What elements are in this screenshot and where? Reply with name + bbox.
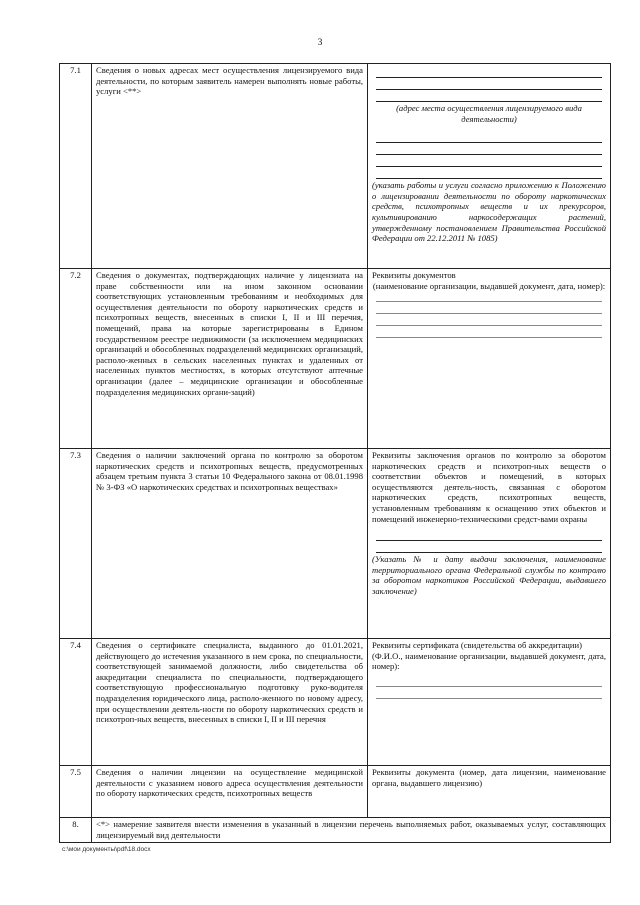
value-text: Реквизиты заключения органов по контролю за оборотом наркотических средств и психотроп-ных веществ о соответствии объектов и помещений, в которых осуществляются деятель-ность, связанная с оборотом наркотических средств, психотропных веществ, установленным требованиям к оснащению этих объектов и помещений инженерно-техническими средст-вами охраны xyxy=(372,450,606,524)
table-row xyxy=(60,449,611,639)
table-row xyxy=(60,766,611,818)
row-description: Сведения о сертификате специалиста, выданного до 01.01.2021, действующего до истечения указанного в нем срока, по специальности, соответствующей занимаемой должности, либо свидетельства об аккредитации специалиста по специальности, подтверждающего соответствующую профессиональную подготовку руко-водителя подразделения юридического лица, располо-женного по новому адресу, при осуществлении деятель-ности по обороту наркотических средств и психотроп-ных веществ, внесенных в списки I, II и III перечня xyxy=(92,639,368,766)
address-line[interactable] xyxy=(376,67,602,78)
works-line[interactable] xyxy=(376,132,602,143)
table-row xyxy=(60,269,611,449)
works-note: (указать работы и услуги согласно приложению к Положению о лицензировании деятельности по обороту наркотических средств, психотропных веществ и их прекурсоров, культивированию наркосодержащих растений, утвержденному постановлением Правительства Российской Федерации от 22.12.2011 № 1085) xyxy=(372,180,606,244)
table-row xyxy=(60,64,611,269)
footnote-text: <*> намерение заявителя внести изменения в указанный в лицензии перечень выполняемых работ, оказываемых услуг, составляющих лицензируемый вид деятельности xyxy=(92,818,611,843)
conclusion-line[interactable] xyxy=(376,530,602,541)
works-line[interactable] xyxy=(376,168,602,179)
row-value xyxy=(368,639,611,766)
row-value xyxy=(368,269,611,449)
row-description: Сведения о документах, подтверждающих наличие у лицензиата на праве собственности или на ином законном основании соответствующих установленным требованиям и необходимых для осуществления деятельности по обороту наркотических средств и психотропных веществ, внесенных в списки I, II и III перечня, помещений, права на которые зарегистрированы в Едином государственном реестре недвижимости (за исключением медицинских организаций и обособленных подразделений медицинских организаций, располо-женных в сельских населенных пунктах и удаленных от населенных пунктов местностях, в которых отсутствуют аптечные организации (далее – медицинские организации и обособленные подразделения медицинских органи-заций) xyxy=(92,269,368,449)
works-line[interactable] xyxy=(376,156,602,167)
address-note: (адрес места осуществления лицензируемого вида деятельности) xyxy=(396,103,582,124)
value-title: Реквизиты документов xyxy=(372,270,456,280)
address-line[interactable] xyxy=(376,79,602,90)
row-value xyxy=(368,64,611,269)
row-description: Сведения о наличии заключений органа по контролю за оборотом наркотических средств и психотропных веществ, предусмотренных абзацем третьим пункта 3 статьи 10 Федерального закона от 08.01.1998 № 3-ФЗ «О наркотических средствах и психотропных веществах» xyxy=(92,449,368,639)
row-number: 8. xyxy=(60,818,92,843)
works-line[interactable] xyxy=(376,144,602,155)
table-row xyxy=(60,818,611,843)
row-value: Реквизиты документа (номер, дата лицензии, наименование органа, выдавшего лицензию) xyxy=(368,766,611,818)
document-line[interactable] xyxy=(376,315,602,326)
value-text: Реквизиты сертификата (свидетельства об аккредитации) xyxy=(372,640,582,650)
row-value xyxy=(368,449,611,639)
value-note: (Указать № и дату выдачи заключения, наименование территориального органа Федеральной службы по контролю за оборотом наркотиков Российской Федерации, выдавшего заключение) xyxy=(372,554,606,596)
file-path: c:\мои документы\pdf\18.docx xyxy=(62,846,151,853)
page-number: 3 xyxy=(317,38,323,48)
form-table xyxy=(59,63,611,843)
row-number: 7.5 xyxy=(60,766,92,818)
row-number: 7.4 xyxy=(60,639,92,766)
certificate-line[interactable] xyxy=(376,676,602,687)
document-line[interactable] xyxy=(376,291,602,302)
value-text: (Ф.И.О., наименование организации, выдавшей документ, дата, номер): xyxy=(372,650,606,672)
certificate-line[interactable] xyxy=(376,688,602,699)
row-number: 7.1 xyxy=(60,64,92,269)
document-line[interactable] xyxy=(376,303,602,314)
row-number: 7.2 xyxy=(60,269,92,449)
row-number: 7.3 xyxy=(60,449,92,639)
table-row xyxy=(60,639,611,766)
address-line[interactable] xyxy=(376,91,602,102)
document-line[interactable] xyxy=(376,327,602,338)
row-description: Сведения о новых адресах мест осуществления лицензируемого вида деятельности, по которым заявитель намерен выполнять новые работы, услуги <**> xyxy=(92,64,368,269)
value-text: (наименование организации, выдавшей документ, дата, номер): xyxy=(372,280,606,291)
conclusion-line[interactable] xyxy=(376,542,602,553)
row-description: Сведения о наличии лицензии на осуществление медицинской деятельности с указанием нового адреса осуществления деятельности по обороту наркотических средств, психотропных веществ xyxy=(92,766,368,818)
